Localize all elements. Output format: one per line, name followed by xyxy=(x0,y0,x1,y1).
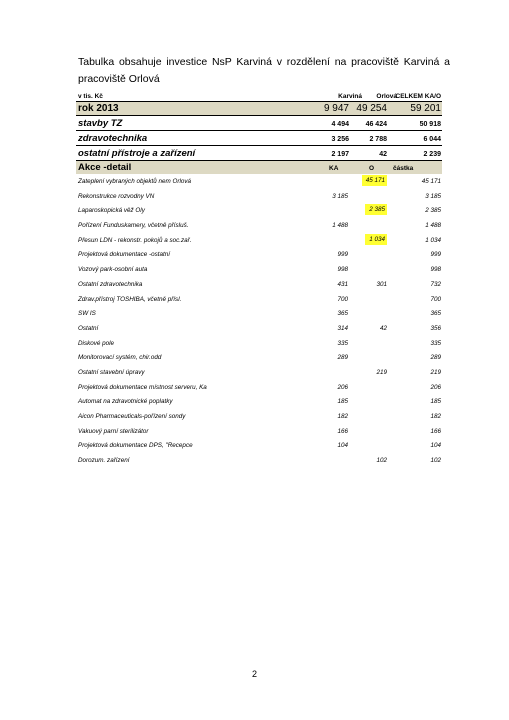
table-row xyxy=(76,336,442,351)
item-total-value: 3 185 xyxy=(425,192,441,200)
table-row xyxy=(76,189,442,204)
item-label: Projektová dokumentace -ostatní xyxy=(78,251,171,259)
table-row xyxy=(76,321,442,336)
year-karvina-value: 9 947 xyxy=(323,103,349,114)
item-label: Přesun LDN - rekonstr. pokojů a soc.zař. xyxy=(78,236,192,244)
item-karvina-value: 289 xyxy=(337,354,348,362)
summary-label: stavby TZ xyxy=(78,118,123,129)
table-row xyxy=(76,292,442,307)
summary-total-value: 2 239 xyxy=(423,151,441,158)
item-karvina-value: 3 185 xyxy=(332,192,348,200)
item-total-value: 182 xyxy=(430,413,441,420)
year-orlova-value: 49 254 xyxy=(356,103,387,114)
detail-header-row xyxy=(76,161,442,174)
item-total-value: 1 034 xyxy=(425,236,441,244)
item-label: Laparoskopická věž Oly xyxy=(78,207,145,215)
table-row xyxy=(76,277,442,292)
item-total-value: 185 xyxy=(430,398,441,406)
summary-karvina-value: 3 256 xyxy=(331,136,349,143)
item-karvina-value: 431 xyxy=(337,280,348,288)
item-karvina-value: 700 xyxy=(337,295,348,303)
total-header: CELKEM KA/O xyxy=(395,93,441,100)
summary-orlova-value: 46 424 xyxy=(365,121,387,128)
item-orlova-value: 2 385 xyxy=(365,204,387,215)
detail-ka-header: KA xyxy=(329,165,339,172)
item-total-value: 219 xyxy=(430,368,441,376)
table-row xyxy=(76,174,442,189)
item-karvina-value: 999 xyxy=(337,251,348,259)
item-orlova-value: 301 xyxy=(376,280,387,288)
table-row xyxy=(76,350,442,365)
summary-label: zdravotechnika xyxy=(78,133,148,144)
table-row xyxy=(76,306,442,321)
table-header-row xyxy=(76,92,442,102)
intro-paragraph: Tabulka obsahuje investice NsP Karviná v rozdělení na pracoviště Karviná a pracoviště Orlová xyxy=(78,56,450,85)
item-label: Ostatní xyxy=(78,324,99,332)
item-label: SW IS xyxy=(78,310,96,318)
summary-orlova-value: 42 xyxy=(379,151,387,158)
item-label: Automat na zdravotnické poplatky xyxy=(78,398,173,406)
item-label: Ostatní stavební úpravy xyxy=(78,368,145,376)
item-total-value: 102 xyxy=(430,457,441,465)
summary-karvina-value: 4 494 xyxy=(331,121,349,128)
summary-row xyxy=(76,131,442,146)
summary-label: ostatní přístroje a zařízení xyxy=(78,148,196,159)
item-label: Rekonstrukce rozvodny VN xyxy=(78,192,155,200)
item-orlova-value: 1 034 xyxy=(365,234,387,245)
year-row xyxy=(76,102,442,116)
table-row xyxy=(76,247,442,262)
karvina-header: Karviná xyxy=(338,93,362,100)
item-karvina-value: 104 xyxy=(337,442,348,450)
table-row xyxy=(76,203,442,218)
summary-row xyxy=(76,116,442,131)
item-karvina-value: 206 xyxy=(337,383,348,391)
item-label: Projektová dokumentace DPS, "Recepce xyxy=(78,442,193,450)
year-label: rok 2013 xyxy=(78,103,119,114)
item-label: Monitorovací systém, chir.odd xyxy=(78,354,162,362)
item-label: Vakuový parní sterilizátor xyxy=(78,427,149,435)
table-row xyxy=(76,262,442,277)
item-karvina-value: 185 xyxy=(337,398,348,406)
detail-o-header: O xyxy=(369,165,375,172)
item-label: Ostatní zdravotechnika xyxy=(78,280,143,288)
item-total-value: 104 xyxy=(430,442,441,450)
item-total-value: 45 171 xyxy=(421,178,441,185)
item-orlova-value: 42 xyxy=(379,324,387,332)
item-karvina-value: 166 xyxy=(337,427,348,435)
item-label: Zdrav.přístroj TOSHIBA, včetně přísl. xyxy=(78,295,182,303)
summary-total-value: 6 044 xyxy=(423,136,441,143)
item-total-value: 999 xyxy=(430,251,441,259)
item-total-value: 365 xyxy=(430,310,441,318)
summary-row xyxy=(76,146,442,161)
table-row xyxy=(76,218,442,233)
item-orlova-value: 102 xyxy=(376,457,387,465)
item-karvina-value: 314 xyxy=(337,324,348,332)
item-total-value: 166 xyxy=(430,427,441,435)
item-total-value: 356 xyxy=(430,324,441,332)
item-total-value: 2 385 xyxy=(425,207,441,215)
table-row xyxy=(76,380,442,395)
detail-items-list xyxy=(76,174,442,468)
table-row xyxy=(76,438,442,453)
item-total-value: 732 xyxy=(430,280,441,288)
item-orlova-value: 45 171 xyxy=(362,175,387,186)
item-label: Aicon Pharmaceuticals-pořízení sondy xyxy=(78,413,186,420)
item-label: Dorozum. zařízení xyxy=(78,457,130,465)
item-total-value: 206 xyxy=(430,383,441,391)
item-total-value: 1 488 xyxy=(425,222,441,230)
orlova-header: Orlová xyxy=(376,93,397,100)
item-total-value: 335 xyxy=(430,339,441,347)
summary-total-value: 50 918 xyxy=(419,121,441,128)
detail-total-header: částka xyxy=(393,165,414,172)
table-row xyxy=(76,424,442,439)
item-karvina-value: 365 xyxy=(337,310,348,318)
table-row xyxy=(76,409,442,424)
item-karvina-value: 998 xyxy=(337,266,348,274)
summary-orlova-value: 2 788 xyxy=(369,136,387,143)
table-row xyxy=(76,233,442,248)
item-total-value: 998 xyxy=(430,266,441,274)
item-karvina-value: 335 xyxy=(337,339,348,347)
page-number: 2 xyxy=(251,669,257,679)
summary-karvina-value: 2 197 xyxy=(331,151,349,158)
item-label: Projektová dokumentace místnost serveru, Ka xyxy=(78,383,207,391)
unit-header: v tis. Kč xyxy=(78,93,103,100)
item-label: Vozový park-osobní auta xyxy=(78,266,148,274)
item-total-value: 700 xyxy=(430,295,441,303)
detail-header-label: Akce -detail xyxy=(78,162,132,173)
table-row xyxy=(76,394,442,409)
table-row xyxy=(76,365,442,380)
item-total-value: 289 xyxy=(430,354,441,362)
item-orlova-value: 219 xyxy=(376,368,387,376)
item-label: Diskové pole xyxy=(78,339,115,347)
table-row xyxy=(76,453,442,468)
item-karvina-value: 182 xyxy=(337,413,348,420)
item-label: Pořízení Funduskamery, včetně přísluš. xyxy=(78,222,189,230)
year-total-value: 59 201 xyxy=(410,103,441,114)
investment-table xyxy=(76,92,442,468)
item-karvina-value: 1 488 xyxy=(332,222,348,230)
item-label: Zateplení vybraných objektů nem Orlová xyxy=(78,178,192,185)
